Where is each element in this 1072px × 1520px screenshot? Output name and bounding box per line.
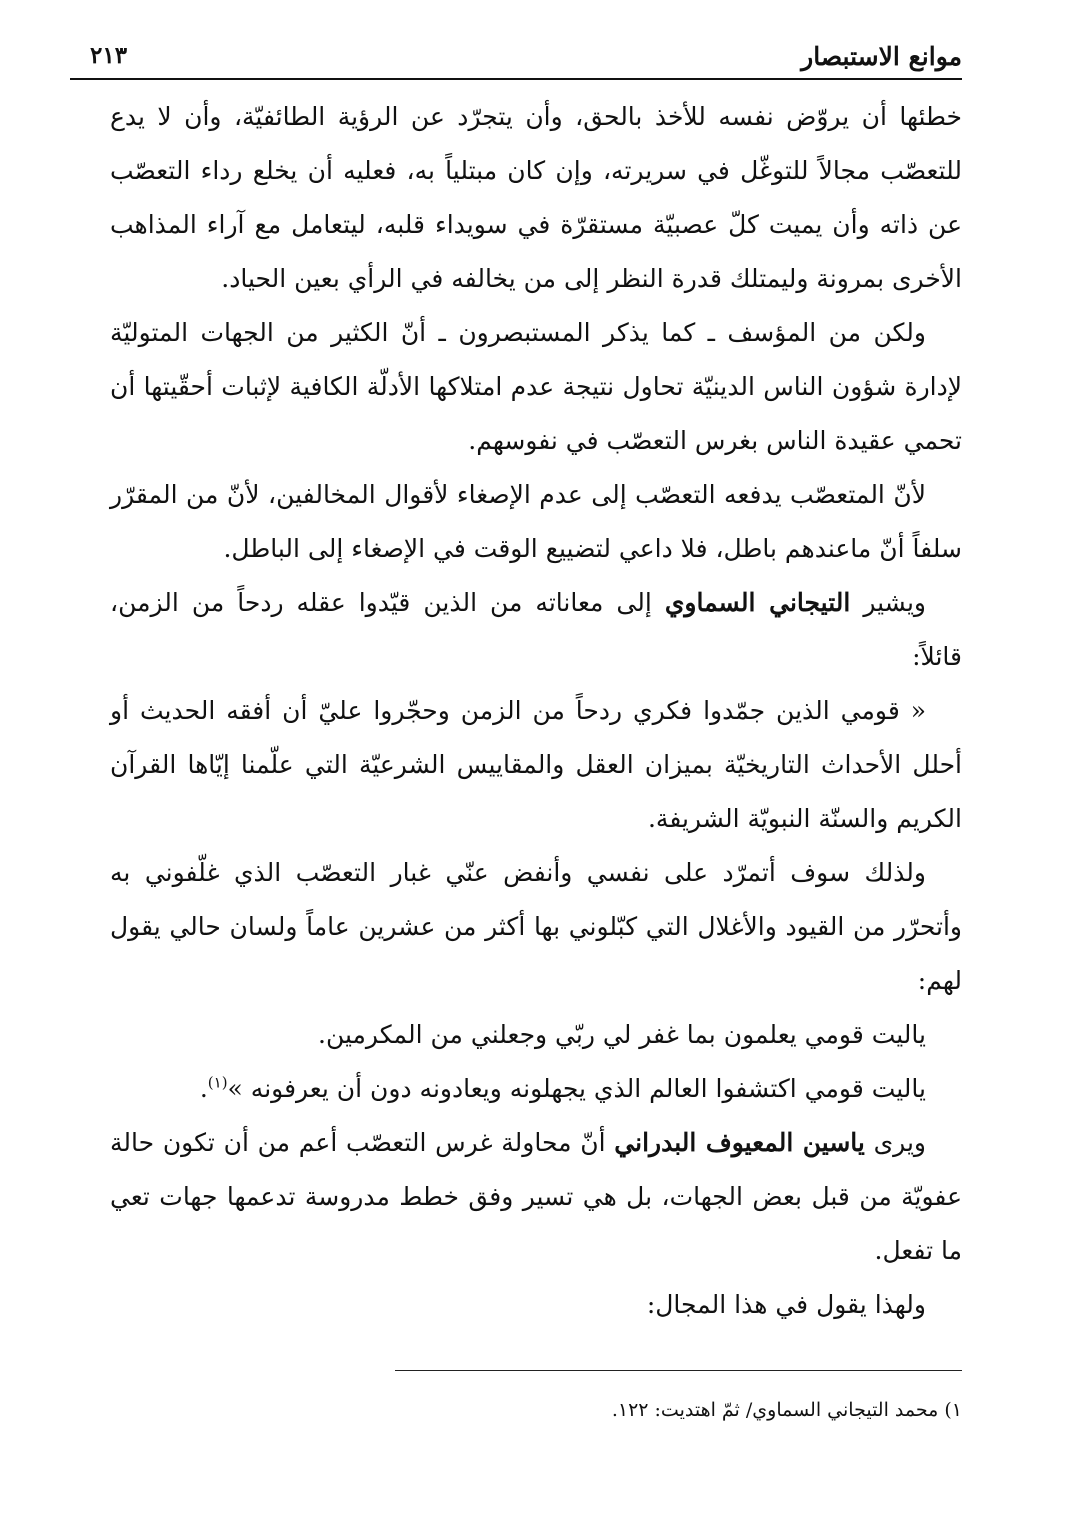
paragraph <box>110 1278 962 1332</box>
text-run: ولهذا يقول في هذا المجال: <box>646 1290 926 1319</box>
paragraph <box>110 468 962 576</box>
header-divider <box>70 78 962 80</box>
text-run: خطئها أن يروّض نفسه للأخذ بالحق، وأن يتجرّد عن الرؤية الطائفيّة، وأن لا يدع للتعصّب مجالاً للتوغّل في سريرته، وإن كان مبتلياً به، فعليه أن يخلع رداء التعصّب عن ذاته وأن يميت كلّ عصبيّة مستقرّة في سويداء قلبه، ليتعامل مع آراء المذاهب الأخرى بمرونة وليمتلك قدرة النظر إلى من يخالفه في الرأي بعين الحياد. <box>110 102 962 293</box>
page-header <box>70 40 962 74</box>
paragraph <box>110 90 962 306</box>
person-name: التيجاني السماوي <box>664 588 851 617</box>
paragraph <box>110 1008 962 1062</box>
text-run: ياليت قومي يعلمون بما غفر لي ربّي وجعلني من المكرمين. <box>318 1020 926 1049</box>
running-title: موانع الاستبصار <box>801 42 962 71</box>
text-run: « قومي الذين جمّدوا فكري ردحاً من الزمن وحجّروا عليّ أن أفقه الحديث أو أحلل الأحداث التاريخيّة بميزان العقل والمقاييس الشرعيّة التي علّمنا إيّاها القرآن الكريم والسنّة النبويّة الشريفة. <box>110 696 962 833</box>
paragraph <box>110 1062 962 1116</box>
text-run: ولذلك سوف أتمرّد على نفسي وأنفض عنّي غبار التعصّب الذي غلّفوني به وأتحرّر من القيود والأغلال التي كبّلوني بها أكثر من عشرين عاماً ولسان حالي يقول لهم: <box>110 858 962 995</box>
paragraph <box>110 684 962 846</box>
main-text <box>110 90 962 1332</box>
text-run: أنّ محاولة غرس التعصّب أعم من أن تكون حالة عفويّة من قبل بعض الجهات، بل هي تسير وفق خطط مدروسة تدعمها جهات تعي ما تفعل. <box>110 1128 962 1265</box>
paragraph <box>110 306 962 468</box>
text-run: ياليت قومي اكتشفوا العالم الذي يجهلونه ويعادونه دون أن يعرفونه » <box>227 1074 926 1103</box>
text-run: ولكن من المؤسف ـ كما يذكر المستبصرون ـ أنّ الكثير من الجهات المتوليّة لإدارة شؤون الناس الدينيّة تحاول نتيجة عدم امتلاكها الأدلّة الكافية لإثبات أحقّيتها أن تحمي عقيدة الناس بغرس التعصّب في نفوسهم. <box>110 318 962 455</box>
paragraph <box>110 846 962 1008</box>
footnote-marker: (١) <box>207 1073 228 1092</box>
footnote-divider <box>395 1370 962 1371</box>
text-run: إلى معاناته من الذين قيّدوا عقله ردحاً من الزمن، قائلاً: <box>110 588 962 671</box>
footnote: ١) محمد التيجاني السماوي/ ثمّ اهتديت: ١٢٢. <box>611 1399 962 1421</box>
text-run: . <box>199 1074 208 1103</box>
paragraph <box>110 576 962 684</box>
text-run: ويشير <box>850 588 927 617</box>
person-name: ياسين المعيوف البدراني <box>614 1128 865 1157</box>
paragraph <box>110 1116 962 1278</box>
text-run: ويرى <box>864 1128 927 1157</box>
text-run: لأنّ المتعصّب يدفعه التعصّب إلى عدم الإصغاء لأقوال المخالفين، لأنّ من المقرّر سلفاً أنّ ماعندهم باطل، فلا داعي لتضييع الوقت في الإصغاء إلى الباطل. <box>110 480 962 563</box>
page-number: ٢١٣ <box>90 42 128 69</box>
